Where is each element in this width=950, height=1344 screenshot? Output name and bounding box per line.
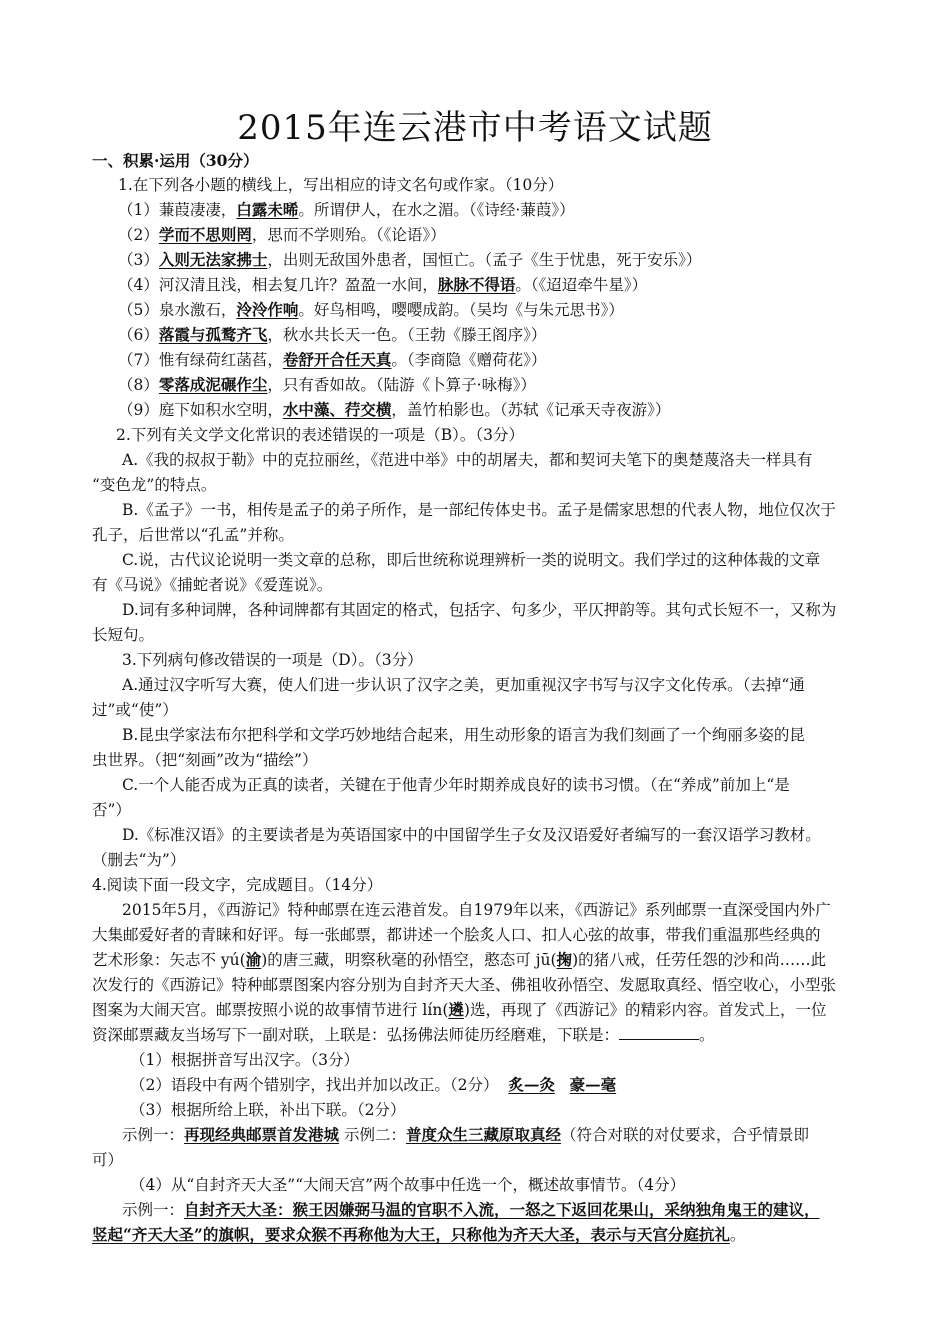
answer: 掬 [556, 950, 573, 969]
q4-example: 示例一：再现经典邮票首发港城 示例二：普度众生三藏原取真经（符合对联的对仗要求，合乎情景即 [122, 1125, 809, 1144]
q4-passage-line: 次发行的《西游记》特种邮票图案内容分别为自封齐天大圣、佛祖收孙悟空、发愿取真经、悟空收心，小型张 [92, 976, 837, 994]
q1-item: （5）泉水激石，泠泠作响。好鸟相鸣，嘤嘤成韵。（吴均《与朱元思书》） [118, 300, 624, 319]
q1-item: （8）零落成泥碾作尘，只有香如故。（陆游《卜算子·咏梅》） [118, 375, 536, 394]
q3-option-b: B.昆虫学家法布尔把科学和文学巧妙地结合起来，用生动形象的语言为我们刻画了一个绚丽多姿的昆 [122, 726, 805, 744]
q2-option-c: C.说，古代议论说明一类文章的总称，即后世统称说理辨析一类的说明文。我们学过的这种体裁的文章 [122, 551, 821, 569]
q3-option-c-cont: 否”） [92, 801, 131, 819]
q3-option-a-cont: 过”或“使”） [92, 701, 178, 719]
answer: 水中藻、荇交横 [282, 400, 392, 419]
q1-item: （7）惟有绿荷红菡萏，卷舒开合任天真。（李商隐《赠荷花》） [118, 350, 547, 369]
q4-passage-line: 资深邮票藏友当场写下一副对联，上联是：弘扬佛法师徒历经磨难，下联是： 。 [92, 1026, 715, 1044]
answer: 脉脉不得语 [437, 275, 516, 294]
q2-option-c-cont: 有《马说》《捕蛇者说》《爱莲说》。 [92, 576, 333, 594]
answer: 普度众生三藏原取真经 [405, 1125, 561, 1144]
q4-sub-3: （3）根据所给上联，补出下联。（2分） [130, 1101, 406, 1119]
q3-option-c: C.一个人能否成为正真的读者，关键在于他青少年时期养成良好的读书习惯。（在“养成”前加上“是 [122, 776, 790, 794]
q1-item: （3）入则无法家拂士，出则无敌国外患者，国恒亡。（孟子《生于忧患，死于安乐》） [118, 250, 702, 269]
answer: 落霞与孤鹜齐飞 [158, 325, 268, 344]
q1-item: （9）庭下如积水空明，水中藻、荇交横，盖竹柏影也。（苏轼《记承天寺夜游》） [118, 400, 671, 419]
answer-blank [619, 1025, 699, 1040]
q3-stem: 3.下列病句修改错误的一项是（D）。（3分） [122, 651, 423, 669]
q3-option-b-cont: 虫世界。（把“刻画”改为“描绘”） [92, 751, 318, 769]
q4-passage-line: 艺术形象：矢志不 yú(渝)的唐三藏，明察秋毫的孙悟空，憨态可 jū(掬)的猪八戒，任劳任怨的沙和尚……此 [92, 950, 827, 969]
answer: 学而不思则罔 [158, 225, 252, 244]
q1-item: （4）河汉清且浅，相去复几许？盈盈一水间，脉脉不得语。（《迢迢牵牛星》） [118, 275, 648, 294]
q2-option-d: D.词有多种词牌，各种词牌都有其固定的格式，包括字、句多少，平仄押韵等。其句式长短不一，又称为 [122, 601, 837, 619]
answer: 自封齐天大圣：猴王因嫌弼马温的官职不入流，一怒之下返回花果山，采纳独角鬼王的建议， [184, 1200, 820, 1219]
q4-sub-2: （2）语段中有两个错别字，找出并加以改正。（2分） 炙—灸 豪—毫 [130, 1075, 617, 1094]
answer: 竖起“齐天大圣”的旗帜，要求众猴不再称他为大王，只称他为齐天大圣，表示与天宫分庭抗礼 [92, 1225, 730, 1244]
answer: 白露未晞 [236, 200, 299, 219]
page-title: 2015年连云港市中考语文试题 [237, 108, 713, 148]
q2-option-b: B.《孟子》一书，相传是孟子的弟子所作，是一部纪传体史书。孟子是儒家思想的代表人物，地位仅次于 [122, 501, 836, 519]
answer: 炙—灸 [508, 1075, 555, 1094]
q4-sub-4: （4）从“自封齐天大圣”“大闹天宫”两个故事中任选一个，概述故事情节。（4分） [130, 1176, 686, 1194]
answer: 渝 [245, 950, 262, 969]
answer: 入则无法家拂士 [158, 250, 268, 269]
q2-option-a: A.《我的叔叔于勒》中的克拉丽丝，《范进中举》中的胡屠夫，都和契诃夫笔下的奥楚蔑洛夫一样具有 [122, 451, 813, 469]
q4-passage-line: 图案为大闹天宫。邮票按照小说的故事情节进行 lín(遴)选，再现了《西游记》的精彩内容。首发式上，一位 [92, 1000, 827, 1019]
q4-passage-line: 大集邮爱好者的青睐和好评。每一张邮票，都讲述一个脍炙人口、扣人心弦的故事，带我们重温那些经典的 [92, 926, 821, 944]
answer: 再现经典邮票首发港城 [184, 1125, 340, 1144]
q4-example-cont: 可） [92, 1151, 124, 1169]
q3-option-d: D.《标准汉语》的主要读者是为英语国家中的中国留学生子女及汉语爱好者编写的一套汉语学习教材。 [122, 826, 821, 844]
answer: 遴 [448, 1000, 464, 1019]
q1-stem: 1.在下列各小题的横线上，写出相应的诗文名句或作家。（10分） [118, 176, 564, 194]
q4-example-cont: 竖起“齐天大圣”的旗帜，要求众猴不再称他为大王，只称他为齐天大圣，表示与天宫分庭抗礼。 [92, 1225, 746, 1244]
q4-sub-1: （1）根据拼音写出汉字。（3分） [130, 1051, 359, 1069]
q3-option-a: A.通过汉字听写大赛，使人们进一步认识了汉字之美，更加重视汉字书写与汉字文化传承。（去掉“通 [122, 676, 805, 694]
answer: 卷舒开合任天真 [282, 350, 392, 369]
answer: 泠泠作响 [236, 300, 299, 319]
q4-passage-line: 2015年5月，《西游记》特种邮票在连云港首发。自1979年以来，《西游记》系列邮票一直深受国内外广 [122, 901, 831, 919]
answer: 零落成泥碾作尘 [158, 375, 268, 394]
section-heading: 一、积累·运用（30分） [92, 151, 259, 170]
q1-item: （2）学而不思则罔，思而不学则殆。（《论语》） [118, 225, 446, 244]
q2-option-b-cont: 孔子，后世常以“孔孟”并称。 [92, 526, 294, 544]
q4-stem: 4.阅读下面一段文字，完成题目。（14分） [92, 876, 383, 894]
q2-option-a-cont: “变色龙”的特点。 [92, 476, 217, 494]
answer: 豪—毫 [569, 1075, 617, 1094]
q2-option-d-cont: 长短句。 [92, 626, 155, 644]
q2-stem: 2.下列有关文学文化常识的表述错误的一项是（B）。（3分） [116, 426, 525, 444]
q1-item: （6）落霞与孤鹜齐飞，秋水共长天一色。（王勃《滕王阁序》） [118, 325, 547, 344]
q4-example: 示例一：自封齐天大圣：猴王因嫌弼马温的官职不入流，一怒之下返回花果山，采纳独角鬼王的建议， [122, 1200, 820, 1219]
q3-option-d-cont: （删去“为”） [92, 851, 186, 869]
q1-item: （1）蒹葭凄凄，白露未晞。所谓伊人，在水之湄。（《诗经·蒹葭》） [118, 200, 575, 219]
